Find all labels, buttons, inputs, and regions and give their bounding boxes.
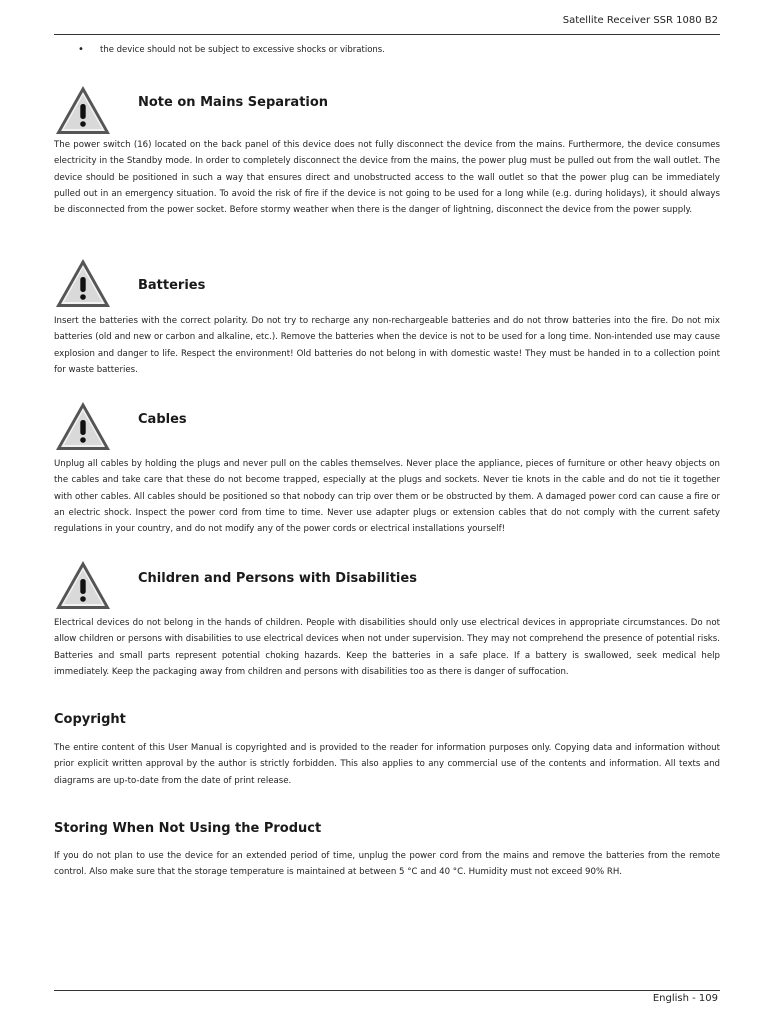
section-title: Children and Persons with Disabilities (138, 571, 417, 586)
bullet-text: the device should not be subject to excessive shocks or vibrations. (100, 45, 385, 55)
section-title: Note on Mains Separation (138, 95, 329, 110)
section-body: The power switch (16) located on the back panel of this device does not fully disconnect the device from the mains. Furthermore, the device consumes electricity in the Standby mode. In order to completely disconnect the device from the mains, the power plug must be pulled out from the wall outlet. The device should be positioned in such a way that ensures direct and unobstructed access to the wall outlet so that the power plug can be immediately pulled out in an emergency situation. To avoid the risk of fire if the device is not going to be used for a long while (e.g. during holidays), it should always be disconnected from the power socket. Before stormy weather when there is the danger of lightning, disconnect the device from the power supply. (54, 140, 720, 216)
section-body: The entire content of this User Manual is copyrighted and is provided to the reader for information purposes only. Copying data and information without prior explicit written approval by the author is strictly forbidden. This also applies to any commercial use of the contents and information. All texts and diagrams are up-to-date from the date of print release. (54, 743, 720, 786)
warning-triangle-icon (54, 84, 112, 136)
section-title: Batteries (138, 278, 206, 293)
section-title: Storing When Not Using the Product (54, 821, 322, 836)
header-divider (54, 34, 720, 35)
section-title: Cables (138, 412, 187, 427)
section-body: If you do not plan to use the device for an extended period of time, unplug the power cord from the mains and remove the batteries from the remote control. Also make sure that the storage temperature is maintained at between 5 °C and 40 °C. Humidity must not exceed 90% RH. (54, 851, 720, 878)
section-title: Copyright (54, 712, 126, 727)
warning-triangle-icon (54, 257, 112, 309)
bullet-dot: • (78, 44, 84, 55)
section-body: Electrical devices do not belong in the hands of children. People with disabilities should only use electrical devices in appropriate circumstances. Do not allow children or persons with disabilities to use electrical devices when not under supervision. They may not comprehend the presence of potential risks. Batteries and small parts represent potential choking hazards. Keep the batteries in a safe place. If a battery is swallowed, seek medical help immediately. Keep the packaging away from children and persons with disabilities too as there is danger of suffocation. (54, 618, 720, 677)
warning-triangle-icon (54, 559, 112, 611)
section-body: Unplug all cables by holding the plugs and never pull on the cables themselves. Never place the appliance, pieces of furniture or other heavy objects on the cables and take care that these do not become trapped, especially at the plugs and sockets. Never tie knots in the cable and do not tie it together with other cables. All cables should be positioned so that nobody can trip over them or be obstructed by them. A damaged power cord can cause a fire or an electric shock. Inspect the power cord from time to time. Never use adapter plugs or extension cables that do not comply with the current safety regulations in your country, and do not modify any of the power cords or electrical installations yourself! (54, 459, 720, 535)
warning-triangle-icon (54, 400, 112, 452)
section-body: Insert the batteries with the correct polarity. Do not try to recharge any non-rechargeable batteries and do not throw batteries into the fire. Do not mix batteries (old and new or carbon and alkaline, etc.). Remove the batteries when the device is not to be used for a long time. Non-intended use may cause explosion and danger to life. Respect the environment! Old batteries do not belong in with domestic waste! They must be handed in to a collection point for waste batteries. (54, 316, 720, 375)
header-title: Satellite Receiver SSR 1080 B2 (562, 15, 718, 26)
footer-divider (54, 990, 720, 991)
page-number: English - 109 (652, 993, 718, 1004)
